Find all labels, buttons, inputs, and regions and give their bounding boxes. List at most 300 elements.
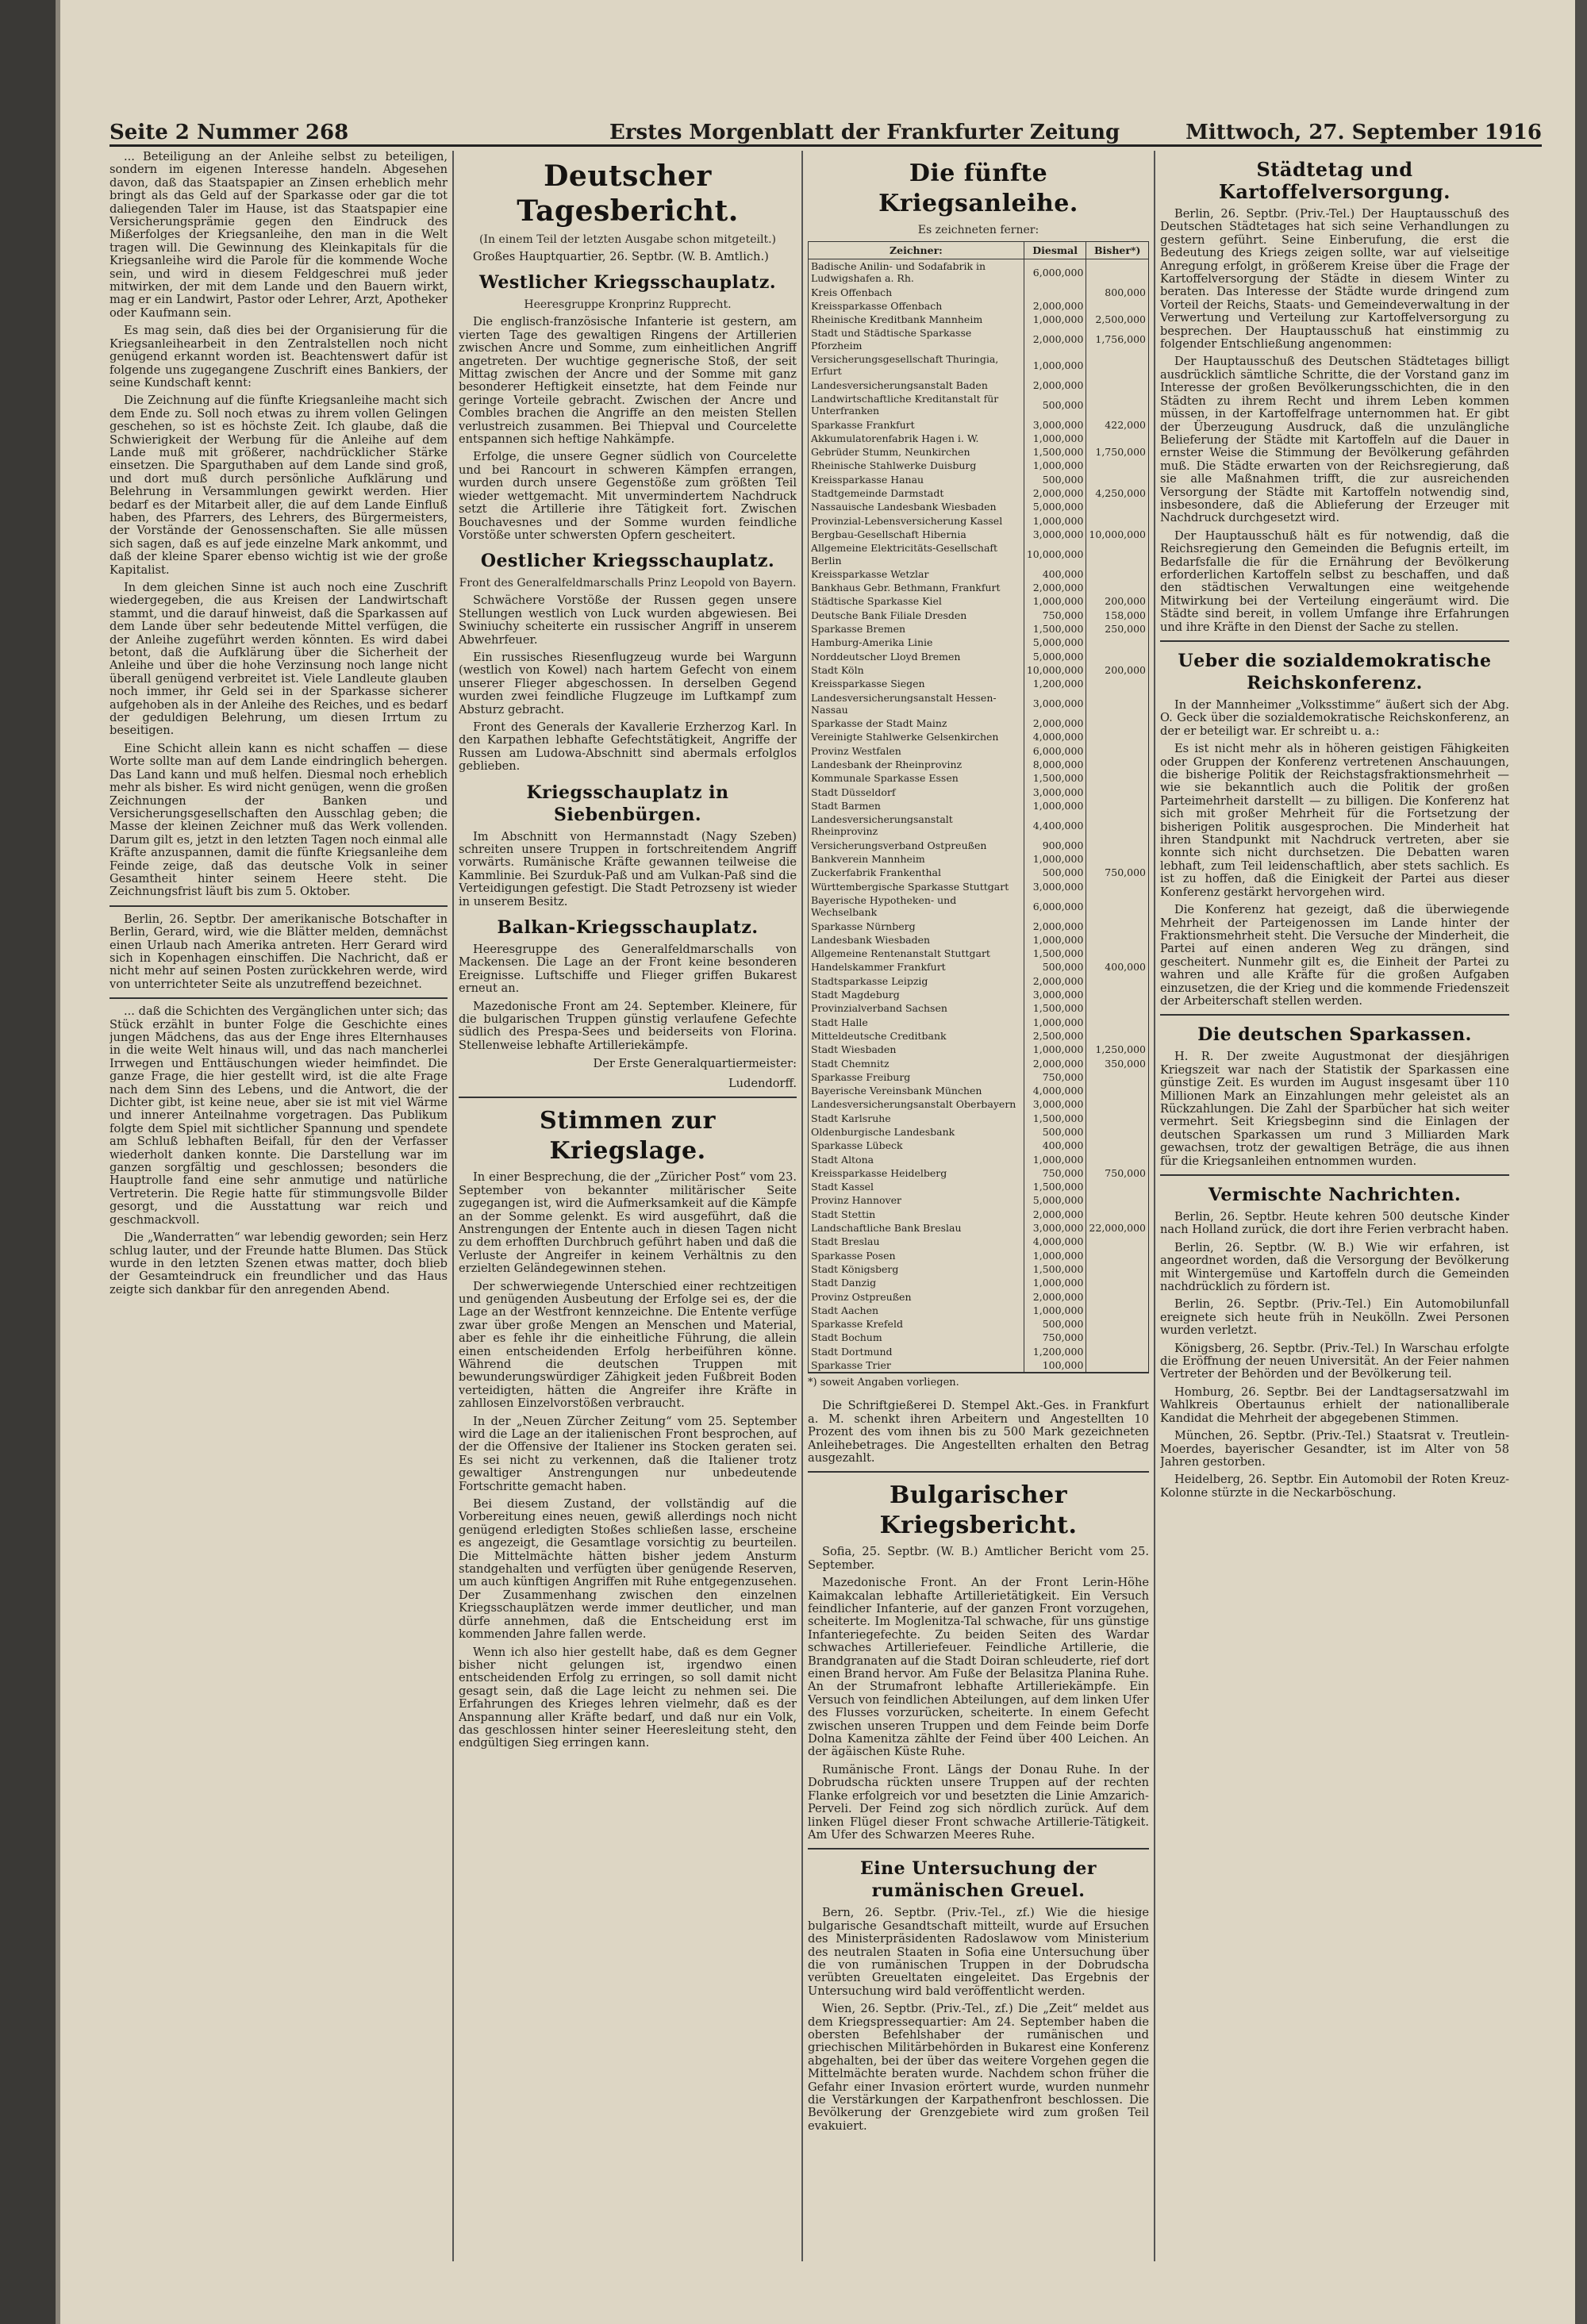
article-paragraph: Bei diesem Zustand, der vollständig auf die Vorbereitung eines neuen, gewiß allerdings noch nicht genügend erledigten Stoßes schließen lasse, erscheine es angezeigt, die Gesamtlage vorsichtig zu beurteilen. Die Mittelmächte hätten bisher jedem Ansturm standgehalten und verfügten über genügende Reserven, um auch künftigen Angriffen mit Ruhe entgegenzusehen. Der Zusammenhang zwischen den einzelnen Kriegsschauplätzen werde immer deutlicher, und man dürfe annehmen, daß die Entscheidung erst im kommenden Jahre fallen werde. (459, 1497, 797, 1642)
amount-previous: 350,000 (1086, 1057, 1149, 1070)
subscriber-name: Provinzial-Lebensversicherung Kassel (809, 514, 1024, 528)
amount-this-time: 100,000 (1024, 1358, 1086, 1373)
article-paragraph: Wenn ich also hier gestellt habe, daß es dem Gegner bisher nicht gelungen ist, irgendwo einen entscheidenden Erfolg zu erringen, so soll damit nicht gesagt sein, daß die Lage leicht zu nehmen sei. Die Erfahrungen des Krieges lehren vielmehr, daß es der Anspannung aller Kräfte bedarf, und daß nur ein Volk, das geschlossen hinter seiner Heeresleitung steht, den endgültigen Sieg erringen kann. (459, 1645, 797, 1750)
table-row (809, 1029, 1149, 1043)
amount-previous (1086, 730, 1149, 743)
table-row (809, 313, 1149, 326)
table-row (809, 418, 1149, 432)
amount-previous (1086, 1070, 1149, 1084)
table-row (809, 1235, 1149, 1248)
section-subheading: Front des Generalfeldmarschalls Prinz Leopold von Bayern. (459, 577, 797, 590)
amount-this-time: 400,000 (1024, 1139, 1086, 1152)
amount-this-time: 500,000 (1024, 1317, 1086, 1331)
table-row (809, 1208, 1149, 1221)
amount-this-time: 1,500,000 (1024, 947, 1086, 960)
amount-this-time: 1,500,000 (1024, 771, 1086, 785)
article-paragraph: Der Hauptausschuß des Deutschen Städtetages billigt ausdrücklich sämtliche Schritte, die der Vorstand ganz im Interesse der großen Bevölkerungsschichten, die in den Städten zu ihrem Recht und ihrem Leben kommen müssen, in der Kartoffelfrage unternommen hat. Er gibt der Überzeugung Ausdruck, daß die unzulängliche Belieferung der Städte mit Kartoffeln auf die Dauer in ernster Weise die Stimmung der Bevölkerung gefährden muß. Die Städte erwarten von der Reichsregierung, daß sie alle Maßnahmen trifft, die zur ausreichenden Versorgung der Städte mit Kartoffeln notwendig sind, insbesondere, daß die Ablieferung der Erzeuger mit Nachdruck durchgesetzt wird. (1160, 355, 1509, 525)
article-paragraph: Schwächere Vorstöße der Russen gegen unsere Stellungen westlich von Luck wurden abgewiesen. Bei Swiniuchy scheiterte ein russischer Angriff in unserem Abwehrfeuer. (459, 593, 797, 647)
subscriber-name: Gebrüder Stumm, Neunkirchen (809, 445, 1024, 459)
table-row (809, 1112, 1149, 1125)
table-row (809, 716, 1149, 730)
amount-this-time: 1,000,000 (1024, 852, 1086, 866)
amount-this-time: 3,000,000 (1024, 691, 1086, 717)
article-paragraph: Wien, 26. Septbr. (Priv.-Tel., zf.) Die „Zeit“ meldet aus dem Kriegspressequartier: Am 24. September haben die obersten Befehlshaber der rumänischen und griechischen Militärbehörden in Bukarest eine Konferenz abgehalten, bei der über das weitere Vorgehen gegen die Mittelmächte beraten wurde. Nachdem schon früher die Gefahr einer Invasion erörtert wurde, wurden nunmehr die Verstärkungen der Karpathenfront beschlossen. Die Bevölkerung der Grenzgebiete wird zum großen Teil evakuiert. (808, 2002, 1149, 2133)
amount-previous (1086, 812, 1149, 839)
amount-previous (1086, 1193, 1149, 1207)
news-item: Berlin, 26. Septbr. (W. B.) Wie wir erfahren, ist angeordnet worden, daß die Versorgung der Bevölkerung mit Wintergemüse und Kartoffeln durch die Gemeinden nachdrücklich zu fördern ist. (1160, 1240, 1509, 1294)
article-paragraph: Die Zeichnung auf die fünfte Kriegsanleihe macht sich dem Ende zu. Soll noch etwas zu ihrem vollen Gelingen geschehen, so ist es höchste Zeit. Ich glaube, daß die Schwierigkeit der Werbung für die Anleihe auf dem Lande muß mit größerer, nachdrücklicher Stärke einsetzen. Die Sparguthaben auf dem Lande sind groß, und dort muß durch persönliche Aufklärung und Belehrung in Versammlungen gewirkt werden. Hier bedarf es der Mitarbeit aller, die auf dem Lande Einfluß haben, des Pfarrers, des Lehrers, des Bürgermeisters, der Vorstände der Genossenschaften. Sie alle müssen sich sagen, daß es auf jede einzelne Mark ankommt, und daß der kleine Sparer ebenso wichtig ist wie der große Kapitalist. (110, 394, 448, 577)
table-row (809, 378, 1149, 392)
subscriber-name: Kommunale Sparkasse Essen (809, 771, 1024, 785)
table-row (809, 299, 1149, 313)
section-heading: Oestlicher Kriegsschauplatz. (480, 551, 775, 572)
subscriber-name: Sparkasse Bremen (809, 622, 1024, 636)
subscriber-name: Sparkasse Freiburg (809, 1070, 1024, 1084)
subscriber-name: Rheinische Stahlwerke Duisburg (809, 459, 1024, 472)
news-item: Homburg, 26. Septbr. Bei der Landtagsersatzwahl im Wahlkreis Obertaunus erhielt der nationalliberale Kandidat die Mehrheit der abgegebenen Stimmen. (1160, 1385, 1509, 1425)
article-title: Eine Untersuchung der rumänischen Greuel. (860, 1858, 1097, 1902)
article-paragraph: Front des Generals der Kavallerie Erzherzog Karl. In den Karpathen lebhafte Gefechtstätigkeit, Angriffe der Russen am Ludowa-Abschnitt sind abermals erfolglos geblieben. (459, 720, 797, 774)
amount-previous (1086, 1276, 1149, 1289)
table-row (809, 1290, 1149, 1304)
news-item: München, 26. Septbr. (Priv.-Tel.) Staatsrat v. Treutlein-Moerdes, bayerischer Gesandter, ist im Alter von 58 Jahren gestorben. (1160, 1429, 1509, 1469)
article-paragraph: Bern, 26. Septbr. (Priv.-Tel., zf.) Wie die hiesige bulgarische Gesandtschaft mitteilt, wurde auf Ersuchen des Ministerpräsidenten Radoslawow vom Ministerium des neutralen Staaten in Sofia eine Untersuchung über die von rumänischen Truppen in der Dobrudscha verübten Greueltaten eingeleitet. Das Ergebnis der Untersuchung wird bald veröffentlicht werden. (808, 1906, 1149, 1998)
subscriber-name: Oldenburgische Landesbank (809, 1125, 1024, 1139)
column-4 (1160, 151, 1509, 2261)
table-row (809, 567, 1149, 581)
subscriber-name: Akkumulatorenfabrik Hagen i. W. (809, 432, 1024, 445)
amount-this-time: 400,000 (1024, 567, 1086, 581)
amount-this-time: 10,000,000 (1024, 541, 1086, 567)
article-subtitle: Es zeichneten ferner: (917, 224, 1039, 236)
table-row (809, 1180, 1149, 1193)
table-row (809, 286, 1149, 299)
table-row (809, 866, 1149, 879)
amount-previous (1086, 352, 1149, 378)
table-row (809, 947, 1149, 960)
subscriber-name: Kreissparkasse Hanau (809, 473, 1024, 486)
amount-previous (1086, 1001, 1149, 1015)
amount-this-time: 1,000,000 (1024, 1276, 1086, 1289)
amount-previous (1086, 920, 1149, 933)
amount-this-time: 2,000,000 (1024, 378, 1086, 392)
subscriber-name: Stadt Barmen (809, 799, 1024, 812)
subscriber-name: Norddeutscher Lloyd Bremen (809, 650, 1024, 663)
article-paragraph: Berlin, 26. Septbr. (Priv.-Tel.) Der Hauptausschuß des Deutschen Städtetages hat sich seine Verhandlungen zu gestern geführt. Seine Einberufung, die erst die Bedeutung des Kriegs zeigen sollte, war auf vielseitige Anregung erfolgt, in größerem Kreise über die Frage der Kartoffelversorgung der Städte in diesem Winter zu beraten. Das Interesse der Städte wurde dringend zum Vorteil der Reichs, Staats- und Gemeindeverwaltung in der Verwertung und Verteilung zur Kartoffelversorgung zu besprechen. Der Hauptausschuß hat einstimmig zu folgender Entschließung angenommen: (1160, 207, 1509, 351)
amount-previous: 1,756,000 (1086, 326, 1149, 352)
amount-previous (1086, 459, 1149, 472)
amount-previous (1086, 1016, 1149, 1029)
table-row (809, 1070, 1149, 1084)
subscriber-name: Stadtgemeinde Darmstadt (809, 486, 1024, 500)
amount-previous (1086, 786, 1149, 799)
amount-previous (1086, 933, 1149, 947)
article-paragraph: Erfolge, die unsere Gegner südlich von Courcelette und bei Rancourt in schweren Kämpfen errangen, wurden durch unsere Gegenstöße zum größten Teil wieder wettgemacht. Mit unvermindertem Nachdruck setzt die Artillerie ihre Tätigkeit fort. Zwischen Bouchavesnes und der Somme wurden feindliche Vorstöße unter schwersten Opfern gescheitert. (459, 450, 797, 542)
table-row (809, 352, 1149, 378)
amount-previous (1086, 1290, 1149, 1304)
amount-previous (1086, 893, 1149, 920)
subscriber-name: Nassauische Landesbank Wiesbaden (809, 500, 1024, 513)
table-row (809, 500, 1149, 513)
amount-previous (1086, 1208, 1149, 1221)
amount-this-time: 750,000 (1024, 1070, 1086, 1084)
table-row (809, 1125, 1149, 1139)
table-row (809, 541, 1149, 567)
subscriber-name: Kreissparkasse Heidelberg (809, 1166, 1024, 1180)
subscriber-name: Städtische Sparkasse Kiel (809, 594, 1024, 608)
subscriber-name: Allgemeine Elektricitäts-Gesellschaft Berlin (809, 541, 1024, 567)
feuilleton-paragraph: ... daß die Schichten des Vergänglichen unter sich; das Stück erzählt in bunter Folge die Geschichte eines jungen Mädchens, das aus der Enge ihres Elternhauses in die weite Welt hinaus will, und das nach mancherlei Irrwegen und Enttäuschungen wieder heimfindet. Die ganze Frage, die hier gestellt wird, ist die alte Frage nach dem Sinn des Lebens, und die Antwort, die der Dichter gibt, ist keine neue, aber sie ist mit viel Wärme und innerer Anteilnahme vorgetragen. Das Publikum folgte dem Spiel mit sichtlicher Spannung und spendete am Schluß lebhaften Beifall, für den der Verfasser wiederholt danken konnte. Die Darstellung war im ganzen sorgfältig und geschlossen; besonders die Hauptrolle fand eine sehr anmutige und natürliche Vertreterin. Die Regie hatte für stimmungsvolle Bilder gesorgt, und die Ausstattung war reich und geschmackvoll. (110, 1005, 448, 1227)
amount-previous (1086, 1304, 1149, 1317)
amount-this-time: 10,000,000 (1024, 663, 1086, 677)
section-subheading: Heeresgruppe Kronprinz Rupprecht. (524, 298, 732, 312)
amount-previous (1086, 378, 1149, 392)
subscriber-name: Stadt Köln (809, 663, 1024, 677)
newspaper-title: Erstes Morgenblatt der Frankfurter Zeitung (609, 121, 1120, 144)
table-row (809, 663, 1149, 677)
table-row (809, 677, 1149, 690)
amount-previous (1086, 677, 1149, 690)
amount-this-time: 2,000,000 (1024, 920, 1086, 933)
amount-this-time: 750,000 (1024, 1166, 1086, 1180)
article-paragraph: ... Beteiligung an der Anleihe selbst zu beteiligen, sondern im eigenen Interesse handeln. Abgesehen davon, daß das Staatspapier an Zinsen erheblich mehr bringt als das Geld auf der Sparkasse oder gar die tot daliegenden Taler im Hause, ist das Staatspapier eine Versicherungsprämie gegen den Eindruck des Mißerfolges der Kriegsanleihe, den man in die Welt tragen will. Die Gewinnung des Kleinkapitals für die Kriegsanleihe wird die Parole für die kommende Woche sein, und wird in diesem Feldgeschrei muß jeder mitwirken, der mit dem Lande und den Bauern wirkt, mag er ein Landwirt, Pastor oder Lehrer, Arzt, Apotheker oder Kaufmann sein. (110, 151, 448, 320)
amount-previous: 1,750,000 (1086, 445, 1149, 459)
subscriber-name: Mitteldeutsche Creditbank (809, 1029, 1024, 1043)
subscriber-name: Sparkasse der Stadt Mainz (809, 716, 1024, 730)
subscriber-name: Stadt Magdeburg (809, 988, 1024, 1001)
table-row (809, 771, 1149, 785)
column-2 (459, 151, 797, 2261)
column-1 (110, 151, 448, 2261)
subscriber-name: Stadt Königsberg (809, 1262, 1024, 1276)
table-row (809, 594, 1149, 608)
table-row (809, 920, 1149, 933)
subscriber-name: Versicherungsverband Ostpreußen (809, 839, 1024, 852)
subscriber-name: Württembergische Sparkasse Stuttgart (809, 880, 1024, 893)
amount-this-time: 900,000 (1024, 839, 1086, 852)
subscriber-name: Sparkasse Trier (809, 1358, 1024, 1373)
amount-this-time: 1,500,000 (1024, 445, 1086, 459)
subscriber-name: Provinz Ostpreußen (809, 1290, 1024, 1304)
subscriber-name: Bankverein Mannheim (809, 852, 1024, 866)
article-paragraph: Der schwerwiegende Unterschied einer rechtzeitigen und genügenden Ausbeutung der Erfolge sei es, der die Lage an der Westfront kennzeichne. Die Entente verfüge zwar über große Mengen an Menschen und Material, aber es fehle ihr die einheitliche Führung, die allein einen entscheidenden Erfolg herbeiführen könne. Während die deutschen Truppen mit bewunderungswürdiger Zähigkeit jeden Fußbreit Boden verteidigten, hätten die Angreifer ihre Kräfte in zahllosen Einzelvorstößen verbraucht. (459, 1279, 797, 1411)
table-row (809, 893, 1149, 920)
table-row (809, 486, 1149, 500)
article-paragraph: In der Mannheimer „Volksstimme“ äußert sich der Abg. O. Geck über die sozialdemokratische Reichskonferenz, an der er beteiligt war. Er schreibt u. a.: (1160, 698, 1509, 738)
amount-this-time: 4,000,000 (1024, 1084, 1086, 1097)
article-paragraph: Die englisch-französische Infanterie ist gestern, am vierten Tage des gewaltigen Ringens der Artillerien zwischen Ancre und Somme, zum einheitlichen Angriff angetreten. Der wuchtige gegnerische Stoß, der seit Mittag zwischen der Ancre und der Somme mit ganz besonderer Heftigkeit einsetzte, hat dem Feinde nur geringe Vorteile gebracht. Zwischen der Ancre und Combles brachen die Angriffe an den meisten Stellen verlustreich zusammen. Bei Thiepval und Courcelette entspannen sich heftige Nahkämpfe. (459, 315, 797, 447)
amount-previous: 200,000 (1086, 663, 1149, 677)
article-title: Ueber die sozialdemokratische Reichskonferenz. (1178, 651, 1492, 693)
amount-previous: 10,000,000 (1086, 528, 1149, 541)
table-row (809, 880, 1149, 893)
amount-this-time: 3,000,000 (1024, 418, 1086, 432)
table-row (809, 1358, 1149, 1373)
amount-this-time: 1,000,000 (1024, 1304, 1086, 1317)
amount-this-time: 1,000,000 (1024, 432, 1086, 445)
amount-this-time: 2,500,000 (1024, 1029, 1086, 1043)
table-row (809, 730, 1149, 743)
table-row (809, 1276, 1149, 1289)
subscriber-name: Badische Anilin- und Sodafabrik in Ludwigshafen a. Rh. (809, 259, 1024, 286)
amount-this-time: 2,000,000 (1024, 486, 1086, 500)
table-row (809, 1249, 1149, 1262)
article-paragraph: In einer Besprechung, die der „Züricher Post“ vom 23. September von bekannter militärischer Seite zugegangen ist, wird die Aufmerksamkeit auf die Kämpfe an der Somme gelenkt. Es wird ausgeführt, daß die Anstrengungen der Entente auch in diesen Tagen nicht zu dem erhofften Durchbruch geführt haben und daß die Verluste der Angreifer in keinem Verhältnis zu den erzielten Geländegewinnen stehen. (459, 1170, 797, 1276)
feuilleton-paragraph: Die „Wanderratten“ war lebendig geworden; sein Herz schlug lauter, und der Freunde hatte Blumen. Das Stück wurde in den letzten Szenen etwas matter, doch blieb der Gesamteindruck ein freundlicher und das Haus zeigte sich dankbar für den anregenden Abend. (110, 1231, 448, 1296)
table-row (809, 1331, 1149, 1344)
amount-this-time: 2,000,000 (1024, 299, 1086, 313)
article-paragraph: Der Hauptausschuß hält es für notwendig, daß die Reichsregierung den Gemeinden die Befugnis erteilt, im Bedarfsfalle die für die Ernährung der Bevölkerung erforderlichen Kartoffeln selbst zu beschaffen, und daß den städtischen Verwaltungen eine weitgehende Mitwirkung bei der Verteilung eingeräumt wird. Die Städte sind bereit, in vollem Umfange ihre Erfahrungen und ihre Kräfte in den Dienst der Sache zu stellen. (1160, 528, 1509, 634)
table-row (809, 744, 1149, 758)
amount-this-time: 6,000,000 (1024, 744, 1086, 758)
divider (808, 1471, 1149, 1473)
amount-this-time: 1,000,000 (1024, 459, 1086, 472)
amount-this-time: 4,000,000 (1024, 1235, 1086, 1248)
amount-previous: 800,000 (1086, 286, 1149, 299)
amount-this-time: 1,000,000 (1024, 1016, 1086, 1029)
amount-previous (1086, 771, 1149, 785)
article-paragraph: Mazedonische Front am 24. September. Kleinere, für die bulgarischen Truppen günstig verlaufene Gefechte südlich des Prespa-Sees und beiderseits von Florina. Stellenweise lebhafte Artilleriekämpfe. (459, 999, 797, 1052)
table-row (809, 609, 1149, 622)
subscriber-name: Versicherungsgesellschaft Thuringia, Erfurt (809, 352, 1024, 378)
table-row (809, 933, 1149, 947)
amount-this-time: 1,500,000 (1024, 1001, 1086, 1015)
subscriber-name: Stadt Chemnitz (809, 1057, 1024, 1070)
table-row (809, 514, 1149, 528)
table-row (809, 473, 1149, 486)
table-footnote: *) soweit Angaben vorliegen. (808, 1377, 959, 1389)
table-row (809, 636, 1149, 649)
table-row (809, 691, 1149, 717)
news-item: Berlin, 26. Septbr. (Priv.-Tel.) Ein Automobilunfall ereignete sich heute früh in Neukölln. Zwei Personen wurden verletzt. (1160, 1297, 1509, 1338)
table-row (809, 1262, 1149, 1276)
subscriber-name: Stadt Wiesbaden (809, 1043, 1024, 1056)
article-title: Die fünfte Kriegsanleihe. (878, 159, 1078, 217)
subscriber-name: Sparkasse Krefeld (809, 1317, 1024, 1331)
subscriber-name: Landesbank der Rheinprovinz (809, 758, 1024, 771)
amount-this-time: 1,000,000 (1024, 799, 1086, 812)
amount-this-time: 2,000,000 (1024, 581, 1086, 594)
subscriber-name: Bayerische Hypotheken- und Wechselbank (809, 893, 1024, 920)
amount-this-time: 1,500,000 (1024, 1180, 1086, 1193)
amount-previous: 4,250,000 (1086, 486, 1149, 500)
amount-previous (1086, 1262, 1149, 1276)
news-item: Berlin, 26. Septbr. Der amerikanische Botschafter in Berlin, Gerard, wird, wie die Blätter melden, demnächst einen Urlaub nach Amerika antreten. Herr Gerard wird sich in Kopenhagen einschiffen. Die Nachricht, daß er nicht mehr auf seinen Posten zurückkehren werde, wird von unterrichteter Seite als unzutreffend bezeichnet. (110, 912, 448, 991)
amount-previous (1086, 432, 1149, 445)
amount-this-time: 750,000 (1024, 1331, 1086, 1344)
amount-this-time: 1,500,000 (1024, 1262, 1086, 1276)
table-row (809, 852, 1149, 866)
amount-this-time: 3,000,000 (1024, 988, 1086, 1001)
divider (1160, 1014, 1509, 1016)
signature-role: Der Erste Generalquartiermeister: (593, 1057, 797, 1071)
amount-previous (1086, 500, 1149, 513)
amount-previous (1086, 1153, 1149, 1166)
divider (1160, 1174, 1509, 1176)
amount-this-time: 6,000,000 (1024, 893, 1086, 920)
amount-previous: 422,000 (1086, 418, 1149, 432)
subscriber-name: Landwirtschaftliche Kreditanstalt für Unterfranken (809, 392, 1024, 418)
amount-previous (1086, 744, 1149, 758)
subscriber-name: Bayerische Vereinsbank München (809, 1084, 1024, 1097)
subscriber-name: Hamburg-Amerika Linie (809, 636, 1024, 649)
amount-this-time: 1,000,000 (1024, 514, 1086, 528)
table-row (809, 1153, 1149, 1166)
column-header-name: Zeichner: (809, 242, 1024, 259)
amount-previous (1086, 839, 1149, 852)
article-paragraph: Mazedonische Front. An der Front Lerin-Höhe Kaimakcalan lebhafte Artillerietätigkeit. Ein Versuch feindlicher Infanterie, auf der ganzen Front vorzugehen, scheiterte. Im Moglenitza-Tal schwache, für uns günstige Infanteriegefechte. Zu beiden Seiten des Wardar schwaches Artilleriefeuer. Feindliche Artillerie, die Brandgranaten auf die Stadt Doiran schleuderte, rief dort einen Brand hervor. Am Fuße der Belasitza Planina Ruhe. An der Strumafront lebhafte Artilleriekämpfe. Ein Versuch von feindlichen Abteilungen, auf dem linken Ufer des Flusses vorzurücken, scheiterte. In einem Gefecht zwischen unseren Truppen und dem Feinde beim Dorfe Dolna Kamenitza zählte der Feind über 400 Leichen. An der ägäischen Küste Ruhe. (808, 1576, 1149, 1759)
amount-previous (1086, 1097, 1149, 1111)
amount-previous: 250,000 (1086, 622, 1149, 636)
table-row (809, 581, 1149, 594)
amount-this-time: 500,000 (1024, 866, 1086, 879)
amount-previous (1086, 1139, 1149, 1152)
table-row (809, 1001, 1149, 1015)
amount-previous: 400,000 (1086, 960, 1149, 974)
article-title: Die deutschen Sparkassen. (1197, 1024, 1472, 1046)
subscriber-name: Landesversicherungsanstalt Hessen-Nassau (809, 691, 1024, 717)
amount-previous (1086, 947, 1149, 960)
section-heading: Balkan-Kriegsschauplatz. (497, 917, 759, 939)
subscriber-name: Stadt Karlsruhe (809, 1112, 1024, 1125)
amount-previous (1086, 1345, 1149, 1358)
table-row (809, 445, 1149, 459)
column-header-diesmal: Diesmal (1024, 242, 1086, 259)
amount-this-time: 1,000,000 (1024, 1249, 1086, 1262)
amount-this-time: 3,000,000 (1024, 528, 1086, 541)
amount-previous (1086, 1029, 1149, 1043)
table-row (809, 432, 1149, 445)
amount-previous (1086, 650, 1149, 663)
divider (110, 905, 448, 907)
subscriber-name: Provinzialverband Sachsen (809, 1001, 1024, 1015)
amount-this-time: 2,000,000 (1024, 326, 1086, 352)
table-row (809, 812, 1149, 839)
news-item: Berlin, 26. Septbr. Heute kehren 500 deutsche Kinder nach Holland zurück, die dort ihre Ferien verbracht haben. (1160, 1210, 1509, 1237)
amount-this-time: 5,000,000 (1024, 1193, 1086, 1207)
article-paragraph: In der „Neuen Zürcher Zeitung“ vom 25. September wird die Lage an der italienischen Front besprochen, auf der die Offensive der Italiener ins Stocken geraten sei. Es sei nicht zu verkennen, daß die Italiener trotz gewaltiger Anstrengungen nur unbedeutende Fortschritte gemacht haben. (459, 1414, 797, 1493)
amount-previous (1086, 541, 1149, 567)
amount-this-time: 5,000,000 (1024, 650, 1086, 663)
amount-previous: 200,000 (1086, 594, 1149, 608)
amount-this-time: 2,000,000 (1024, 1057, 1086, 1070)
amount-this-time: 3,000,000 (1024, 1097, 1086, 1111)
article-paragraph: Es mag sein, daß dies bei der Organisierung für die Kriegsanleihearbeit in den Zentralstellen noch nicht genügend erkannt worden ist. Beachtenswert dafür ist folgende uns zugegangene Zuschrift eines Bankiers, der seine Kundschaft kennt: (110, 324, 448, 390)
amount-previous: 750,000 (1086, 1166, 1149, 1180)
amount-previous (1086, 691, 1149, 717)
table-row (809, 1016, 1149, 1029)
article-paragraph: H. R. Der zweite Augustmonat der diesjährigen Kriegszeit war nach der Statistik der Sparkassen eine günstige Zeit. Es wurden im August insgesamt über 110 Millionen Mark an Einzahlungen mehr geleistet als an Rückzahlungen. Die Zahl der Sparbücher hat sich weiter vermehrt. Seit Kriegsbeginn sind die Einlagen der deutschen Sparkassen um rund 3 Milliarden Mark gewachsen, trotz der gewaltigen Beträge, die aus ihnen für die Kriegsanleihen entnommen wurden. (1160, 1050, 1509, 1168)
amount-this-time: 1,000,000 (1024, 352, 1086, 378)
table-row (809, 1097, 1149, 1111)
amount-previous (1086, 716, 1149, 730)
subscriber-name: Stadt Düsseldorf (809, 786, 1024, 799)
book-edge (1575, 0, 1587, 2324)
article-paragraph: Im Abschnitt von Hermannstadt (Nagy Szeben) schreiten unsere Truppen in fortschreitendem Angriff vorwärts. Rumänische Kräfte gewannen teilweise die Kammlinie. Bei Szurduk-Paß und am Vulkan-Paß sind die Verteidigungen gefestigt. Die Stadt Petrozseny ist wieder in unserem Besitz. (459, 829, 797, 908)
subscriber-name: Sparkasse Frankfurt (809, 418, 1024, 432)
amount-this-time: 1,500,000 (1024, 622, 1086, 636)
amount-previous (1086, 473, 1149, 486)
amount-this-time: 5,000,000 (1024, 636, 1086, 649)
dateline: Großes Hauptquartier, 26. Septbr. (W. B. Amtlich.) (473, 250, 769, 263)
amount-previous: 22,000,000 (1086, 1221, 1149, 1235)
subscriber-name: Deutsche Bank Filiale Dresden (809, 609, 1024, 622)
amount-previous (1086, 514, 1149, 528)
column-header-bisher: Bisher*) (1086, 242, 1149, 259)
subscriber-name: Stadt Stettin (809, 1208, 1024, 1221)
table-row (809, 1057, 1149, 1070)
table-row (809, 1043, 1149, 1056)
article-paragraph: Heeresgruppe des Generalfeldmarschalls von Mackensen. Die Lage an der Front keine besonderen Ereignisse. Luftschiffe und Flieger griffen Bukarest erneut an. (459, 943, 797, 996)
amount-this-time (1024, 286, 1086, 299)
amount-previous: 1,250,000 (1086, 1043, 1149, 1056)
article-paragraph: Die Schriftgießerei D. Stempel Akt.-Ges. in Frankfurt a. M. schenkt ihren Arbeitern und Angestellten 10 Prozent des vom ihnen bis zu 500 Mark gezeichneten Anleihebetrages. Die Angestellten erhalten den Betrag ausgezahlt. (808, 1399, 1149, 1465)
table-row (809, 786, 1149, 799)
subscriber-name: Provinz Hannover (809, 1193, 1024, 1207)
amount-previous: 158,000 (1086, 609, 1149, 622)
article-paragraph: Rumänische Front. Längs der Donau Ruhe. In der Dobrudscha rückten unsere Truppen auf der rechten Flanke erfolgreich vor und besetzten die Linie Amzarich-Perveli. Der Feind zog sich nördlich zurück. Auf dem linken Flügel dieser Front schwache Artillerie-Tätigkeit. Am Ufer des Schwarzen Meeres Ruhe. (808, 1762, 1149, 1842)
subscriber-name: Landesversicherungsanstalt Oberbayern (809, 1097, 1024, 1111)
divider (808, 1848, 1149, 1850)
amount-previous (1086, 1125, 1149, 1139)
amount-this-time: 1,500,000 (1024, 1112, 1086, 1125)
amount-this-time: 500,000 (1024, 1125, 1086, 1139)
table-row (809, 960, 1149, 974)
amount-previous (1086, 852, 1149, 866)
subscriber-name: Stadt Breslau (809, 1235, 1024, 1248)
table-row (809, 259, 1149, 286)
subscriber-name: Kreis Offenbach (809, 286, 1024, 299)
table-row (809, 974, 1149, 988)
table-row (809, 1317, 1149, 1331)
subscriber-name: Stadt Dortmund (809, 1345, 1024, 1358)
amount-previous: 2,500,000 (1086, 313, 1149, 326)
amount-previous (1086, 581, 1149, 594)
subscriber-name: Stadt Altona (809, 1153, 1024, 1166)
amount-previous (1086, 758, 1149, 771)
subscriber-name: Vereinigte Stahlwerke Gelsenkirchen (809, 730, 1024, 743)
article-paragraph: Ein russisches Riesenflugzeug wurde bei Wargunn (westlich von Kowel) nach hartem Gefecht von einem unserer Flieger abgeschossen. In derselben Gegend wurden zwei feindliche Flugzeuge im Luftkampf zum Absturz gebracht. (459, 650, 797, 716)
table-row (809, 1193, 1149, 1207)
article-title: Deutscher Tagesbericht. (517, 159, 739, 228)
amount-previous (1086, 1358, 1149, 1373)
table-row (809, 758, 1149, 771)
subscriber-name: Rheinische Kreditbank Mannheim (809, 313, 1024, 326)
subscriber-name: Stadt und Städtische Sparkasse Pforzheim (809, 326, 1024, 352)
table-row (809, 650, 1149, 663)
subscriber-name: Landesbank Wiesbaden (809, 933, 1024, 947)
table-row (809, 1304, 1149, 1317)
amount-previous (1086, 1331, 1149, 1344)
subscriber-name: Landesversicherungsanstalt Baden (809, 378, 1024, 392)
amount-previous (1086, 988, 1149, 1001)
table-row (809, 1139, 1149, 1152)
news-item: Königsberg, 26. Septbr. (Priv.-Tel.) In Warschau erfolgte die Eröffnung der neuen Universität. An der Feier nahmen Vertreter der Behörden und der Bevölkerung teil. (1160, 1341, 1509, 1381)
amount-this-time: 3,000,000 (1024, 880, 1086, 893)
amount-previous (1086, 392, 1149, 418)
divider (1160, 640, 1509, 642)
amount-previous (1086, 299, 1149, 313)
subscriber-name: Stadt Halle (809, 1016, 1024, 1029)
subscriber-name: Zuckerfabrik Frankenthal (809, 866, 1024, 879)
article-paragraph: Eine Schicht allein kann es nicht schaffen — diese Worte sollte man auf dem Lande eindringlich behergen. Das Land kann und muß helfen. Diesmal noch erheblich mehr als bisher. Es wird nicht genügen, wenn die großen Zeichnungen der Banken und Versicherungsgesellschaften den Ausschlag geben; die Masse der kleinen Zeichner muß das Werk vollenden. Darum gilt es, jetzt in den letzten Tagen noch einmal alle Kräfte anzuspannen, damit die fünfte Kriegsanleihe dem Feinde zeige, daß das deutsche Volk in seiner Gesamtheit hinter seinem Heere steht. Die Zeichnungsfrist läuft bis zum 5. Oktober. (110, 741, 448, 899)
newspaper-page (60, 0, 1575, 2324)
section-heading: Kriegsschauplatz in Siebenbürgen. (526, 782, 729, 825)
article-title: Stimmen zur Kriegslage. (540, 1107, 716, 1166)
amount-previous (1086, 880, 1149, 893)
amount-this-time: 1,000,000 (1024, 1043, 1086, 1056)
subscription-table (808, 241, 1149, 1373)
